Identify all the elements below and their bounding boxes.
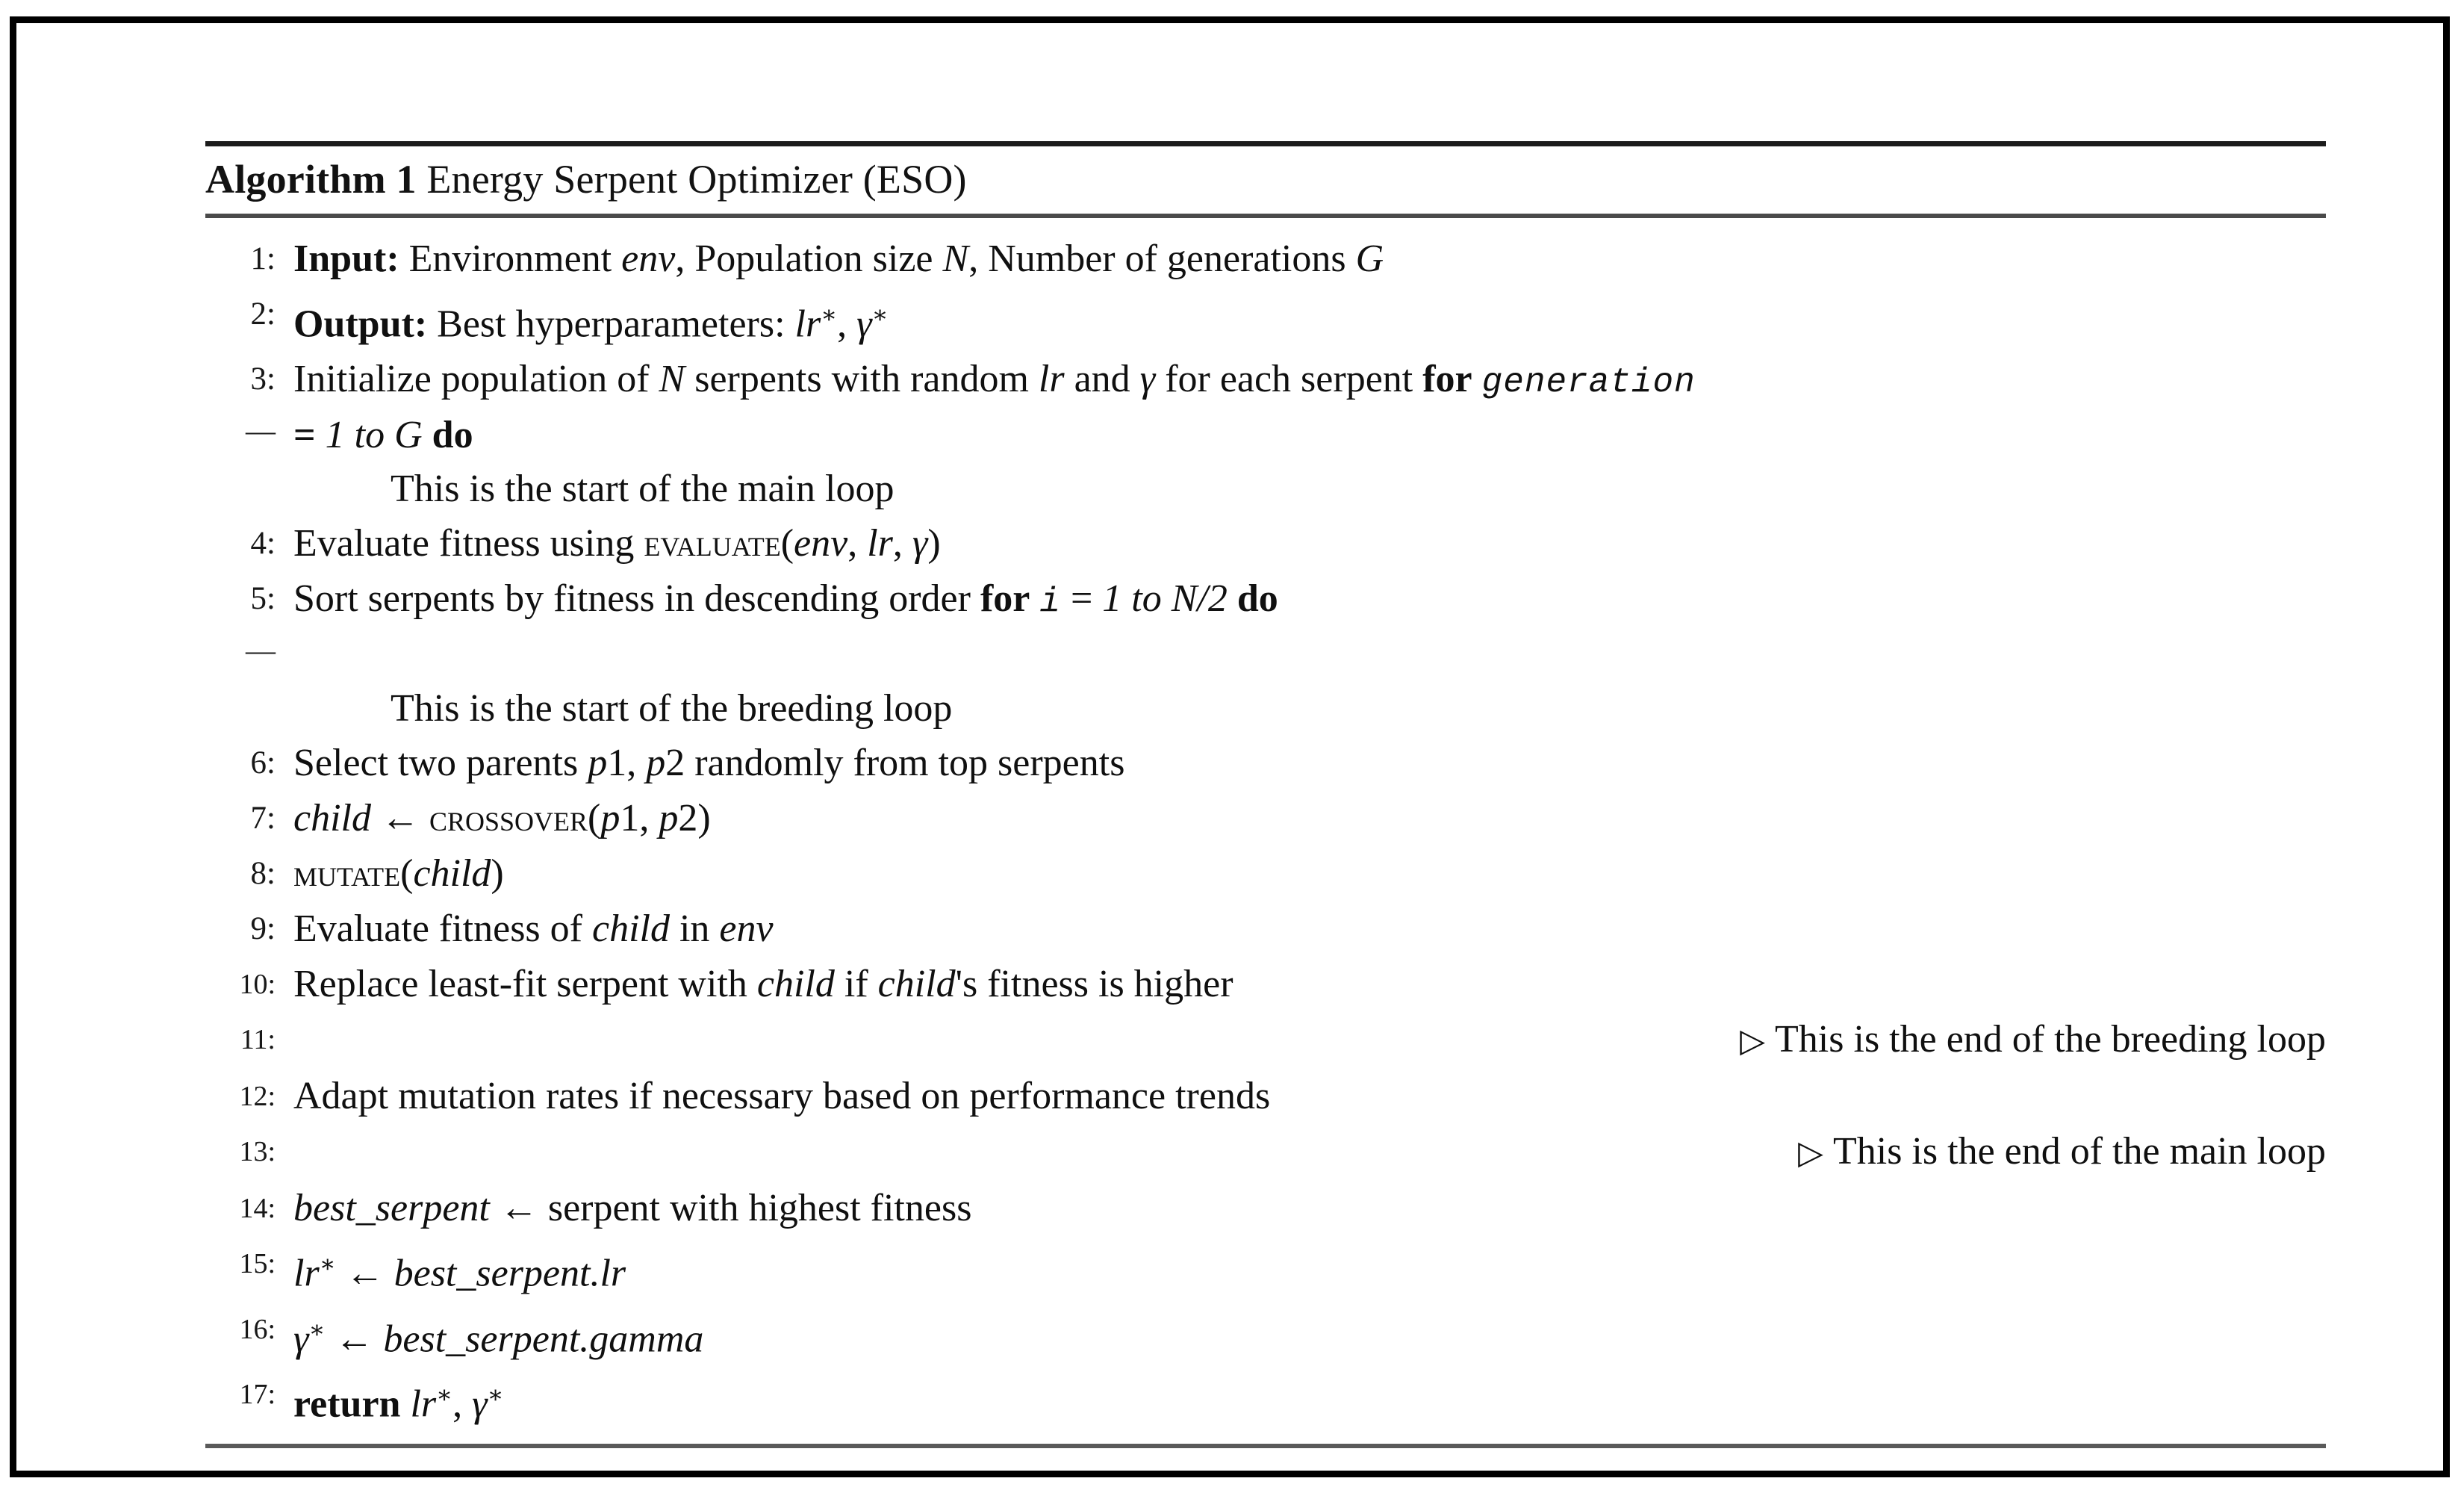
line-number-6: 6: [250, 745, 276, 781]
line-1-seg-a: Environment [399, 238, 622, 280]
line-text-2 [293, 287, 2326, 352]
line-number-13: 13: [239, 1136, 276, 1168]
algorithm-comment-breeding-loop-start [205, 682, 2326, 736]
line-10-seg-c: 's fitness is higher [955, 963, 1233, 1006]
algorithm-lines [205, 218, 2326, 1444]
comment-triangle-icon-11: ▷ [1740, 1022, 1766, 1060]
var-p2-7: p [659, 797, 679, 840]
algorithm-line-7 [205, 791, 2326, 846]
line-number-9: 9: [250, 911, 276, 947]
line-number-11: 11: [240, 1024, 276, 1056]
line-14-rest: serpent with highest fitness [547, 1187, 972, 1230]
var-child-7: child [293, 797, 371, 840]
rule-top [205, 141, 2326, 146]
line-number-17: 17: [239, 1378, 276, 1410]
var-child-8: child [413, 852, 491, 896]
line-2-comma: , [837, 302, 857, 346]
line-11-space [1765, 1018, 1775, 1061]
algorithm-line-12 [205, 1069, 2326, 1124]
star-17a: ∗ [436, 1380, 453, 1408]
cont-3-G: G [385, 414, 432, 457]
var-child-10a: child [756, 963, 835, 1006]
algorithm-line-15 [205, 1236, 2326, 1301]
algorithm-line-2 [205, 287, 2326, 352]
algorithm-line-5-continuation [205, 630, 2326, 682]
var-child-9: child [591, 907, 670, 951]
line-text-11 [293, 1012, 2326, 1069]
var-gamma-3: γ [1139, 358, 1156, 401]
algorithm-title-prefix: Algorithm 1 [205, 157, 417, 202]
line-13-space [1823, 1130, 1833, 1173]
var-env-4: env [794, 522, 848, 565]
line-5-space [1030, 577, 1039, 620]
return-keyword: return [293, 1382, 401, 1426]
for-keyword-5: for [980, 577, 1030, 621]
line-4-paren-close: ) [927, 522, 941, 565]
algorithm-line-5 [205, 571, 2326, 630]
var-gamma-17: γ [472, 1382, 488, 1426]
var-lr-2: lr [794, 302, 821, 346]
line-text-13 [293, 1124, 2326, 1181]
var-gamma-4: γ [912, 522, 928, 565]
line-4-c2: , [892, 522, 912, 565]
algorithm-line-8 [205, 846, 2326, 901]
line-text-7 [293, 791, 2326, 846]
comment-text-breeding-loop-start: This is the start of the breeding loop [391, 687, 953, 730]
line-text-12: Adapt mutation rates if necessary based on performance trends [293, 1075, 1271, 1118]
output-keyword: Output: [293, 302, 428, 346]
var-gamma-16: γ [293, 1317, 309, 1360]
do-keyword-5: do [1236, 577, 1278, 621]
line-text-8 [293, 846, 2326, 901]
algorithm-title-name: Energy Serpent Optimizer (ESO) [426, 157, 967, 202]
var-G-1: G [1355, 238, 1384, 280]
rule-bottom [205, 1444, 2326, 1448]
var-lr-17: lr [410, 1382, 437, 1426]
comment-text-breeding-loop-end: This is the end of the breeding loop [1775, 1018, 2326, 1061]
var-env-9: env [719, 907, 774, 951]
algorithm-line-3 [205, 352, 2326, 410]
line-number-3: 3: [250, 361, 276, 397]
line-17-comma: , [452, 1382, 473, 1426]
algorithm-block [205, 141, 2326, 1448]
line-4-c1: , [847, 522, 868, 565]
line-number-16: 16: [239, 1313, 276, 1345]
line-1-seg-c: , Number of generations [968, 238, 1356, 280]
line-number-10: 10: [239, 969, 276, 1001]
line-2-seg-a: Best hyperparameters: [427, 302, 795, 346]
algorithm-title [205, 146, 2326, 214]
var-N-1: N [942, 238, 969, 280]
line-8-paren-close: ) [491, 852, 504, 896]
line-text-6 [293, 736, 2326, 791]
var-p2-num-7: 2 [678, 797, 698, 840]
line-3-seg-d: for each serpent [1155, 358, 1423, 401]
line-text-4 [293, 516, 2326, 571]
line-number-5: 5: [250, 581, 276, 617]
line-text-3-cont [293, 410, 2326, 461]
star-2b: ∗ [871, 301, 889, 328]
line-3-seg-a: Initialize population of [293, 358, 659, 401]
line-5-seg-a: Sort serpents by fitness in descending order [293, 577, 980, 621]
star-17b: ∗ [487, 1380, 504, 1408]
line-text-17 [293, 1367, 2326, 1432]
line-text-15 [293, 1236, 2326, 1301]
var-gamma-2: γ [856, 302, 872, 346]
line-number-7: 7: [250, 801, 276, 837]
algorithm-line-14 [205, 1181, 2326, 1236]
var-best-serpent-lr: best_serpent.lr [393, 1252, 626, 1295]
assign-arrow-16: ← [325, 1317, 384, 1360]
line-text-1 [293, 232, 2326, 287]
line-text-9 [293, 901, 2326, 957]
assign-arrow-14: ← [489, 1187, 548, 1230]
line-17-space [400, 1382, 410, 1425]
line-number-2: 2: [250, 297, 276, 332]
line-10-seg-b: if [834, 963, 878, 1006]
input-keyword: Input: [293, 238, 399, 280]
var-p1-6: p [588, 742, 608, 785]
algorithm-line-17 [205, 1367, 2326, 1432]
algorithm-line-9 [205, 901, 2326, 957]
line-7-paren-close: ) [697, 797, 711, 840]
line-5-range: 1 to [1102, 577, 1162, 621]
line-5-eq: = [1060, 577, 1103, 621]
continuation-dash-3: — [246, 414, 276, 448]
for-keyword-3: for [1422, 358, 1472, 401]
line-4-seg-a: Evaluate fitness using [293, 522, 644, 565]
proc-crossover: crossover [429, 797, 588, 840]
var-p2-num-6: 2 [665, 742, 685, 785]
var-lr-4: lr [867, 522, 893, 565]
line-7-paren-open: ( [588, 797, 601, 840]
line-text-16 [293, 1302, 2326, 1367]
var-best-serpent-gamma: best_serpent.gamma [383, 1317, 704, 1360]
algorithm-line-16 [205, 1302, 2326, 1367]
comment-triangle-icon-13: ▷ [1798, 1135, 1823, 1172]
line-number-12: 12: [239, 1081, 276, 1113]
line-6-comma: , [626, 742, 647, 785]
var-p1-7: p [600, 797, 620, 840]
line-9-seg-b: in [669, 907, 720, 951]
line-1-seg-b: , Population size [675, 238, 943, 280]
line-number-8: 8: [250, 856, 276, 892]
var-lr-3: lr [1038, 358, 1065, 401]
assign-arrow-15: ← [335, 1252, 394, 1295]
comment-text-main-loop-end: This is the end of the main loop [1832, 1130, 2326, 1173]
line-number-1: 1: [250, 241, 276, 276]
line-number-4: 4: [250, 526, 276, 562]
algorithm-line-13 [205, 1124, 2326, 1181]
line-6-seg-b: randomly from top serpents [685, 742, 1125, 785]
var-env-1: env [621, 238, 676, 280]
cont-3-eq: = [293, 414, 326, 457]
var-p1-num-6: 1 [607, 742, 627, 785]
algorithm-line-10 [205, 957, 2326, 1012]
proc-evaluate: evaluate [644, 522, 781, 565]
line-number-14: 14: [239, 1193, 276, 1225]
comment-text-main-loop-start: This is the start of the main loop [391, 468, 895, 511]
line-text-3 [293, 352, 2326, 410]
algorithm-line-6 [205, 736, 2326, 791]
loop-var-generation: generation [1481, 363, 1696, 403]
line-text-14 [293, 1181, 2326, 1236]
algorithm-comment-main-loop-start [205, 462, 2326, 516]
algorithm-line-3-continuation [205, 410, 2326, 462]
line-9-seg-a: Evaluate fitness of [293, 907, 592, 951]
line-6-seg-a: Select two parents [293, 742, 588, 785]
line-7-comma: , [639, 797, 659, 840]
line-3-space [1472, 358, 1482, 400]
line-5-N2: N/2 [1161, 577, 1237, 621]
cont-3-range: 1 to [325, 414, 385, 457]
line-4-paren-open: ( [780, 522, 794, 565]
do-keyword-3: do [432, 414, 473, 457]
line-3-seg-b: serpents with random [685, 358, 1039, 401]
line-text-5 [293, 571, 2326, 630]
line-10-seg-a: Replace least-fit serpent with [293, 963, 757, 1006]
algorithm-title-space [417, 157, 427, 202]
line-text-10 [293, 957, 2326, 1012]
figure-frame [10, 16, 2450, 1477]
comment-pad-1 [205, 462, 293, 516]
continuation-dash-5: — [246, 633, 276, 668]
var-N-3: N [659, 358, 685, 401]
line-8-paren-open: ( [400, 852, 414, 896]
algorithm-line-11 [205, 1012, 2326, 1069]
algorithm-line-1 [205, 232, 2326, 287]
comment-pad-2 [205, 682, 293, 736]
star-2a: ∗ [821, 301, 838, 328]
line-3-seg-c: and [1064, 358, 1140, 401]
algorithm-line-4 [205, 516, 2326, 571]
star-16: ∗ [308, 1315, 326, 1343]
loop-var-i: i [1039, 583, 1061, 622]
star-15: ∗ [319, 1250, 336, 1278]
proc-mutate: mutate [293, 852, 401, 896]
line-number-15: 15: [239, 1248, 276, 1280]
var-p1-num-7: 1 [620, 797, 640, 840]
var-best-serpent-14: best_serpent [293, 1187, 490, 1230]
var-child-10b: child [877, 963, 956, 1006]
assign-arrow-7: ← [370, 797, 429, 840]
var-p2-6: p [646, 742, 666, 785]
var-lr-15: lr [293, 1252, 320, 1295]
